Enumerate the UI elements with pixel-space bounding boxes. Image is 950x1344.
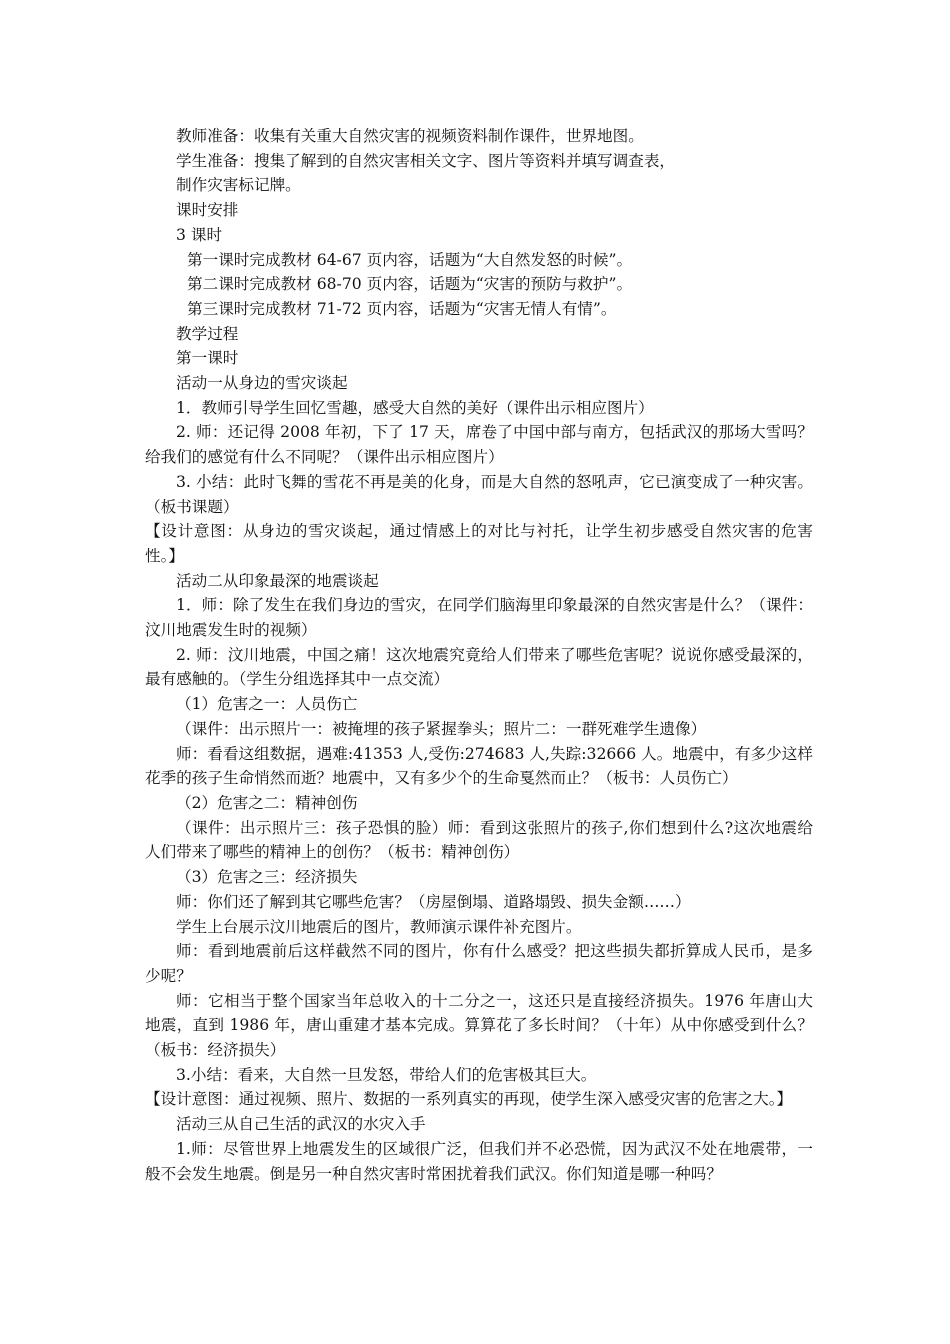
paragraph: 1．师：除了发生在我们身边的雪灾，在同学们脑海里印象最深的自然灾害是什么？（课件：汶川地震发生时的视频） [145, 596, 813, 640]
schedule-item-1: 第一课时完成教材 64-67 页内容，话题为“大自然发怒的时候”。 [187, 250, 633, 269]
schedule-item-2: 第二课时完成教材 68-70 页内容，话题为“灾害的预防与救护”。 [187, 275, 633, 294]
lesson-count: 3 课时 [176, 225, 223, 244]
paragraph: 师：你们还了解到其它哪些危害？（房屋倒塌、道路塌毁、损失金额……） [176, 892, 691, 911]
activity-heading-3: 活动三从自己生活的武汉的水灾入手 [176, 1115, 426, 1134]
activity-heading-2: 活动二从印象最深的地震谈起 [176, 571, 379, 590]
lesson-heading-1: 第一课时 [176, 349, 239, 368]
paragraph: 学生上台展示汶川地震后的图片，教师演示课件补充图片。 [176, 917, 582, 936]
activity-heading-1: 活动一从身边的雪灾谈起 [176, 374, 348, 393]
paragraph: 2. 师：汶川地震，中国之痛！这次地震究竟给人们带来了哪些危害呢？说说你感受最深的，最有感触的。（学生分组选择其中一点交流） [145, 645, 813, 689]
paragraph: （课件：出示照片三：孩子恐惧的脸）师：看到这张照片的孩子,你们想到什么?这次地震给人们带来了哪些的精神上的创伤？（板书：精神创伤） [145, 818, 813, 862]
sub-heading: （3）危害之三：经济损失 [176, 868, 358, 887]
schedule-item-3: 第三课时完成教材 71-72 页内容，话题为“灾害无情人有情”。 [187, 299, 617, 318]
student-prep: 学生准备：搜集了解到的自然灾害相关文字、图片等资料并填写调查表， [176, 151, 676, 170]
design-intent: 【设计意图：通过视频、照片、数据的一系列真实的再现，使学生深入感受灾害的危害之大。】 [145, 1090, 793, 1109]
paragraph: （课件：出示照片一：被掩埋的孩子紧握拳头；照片二：一群死难学生遗像） [176, 719, 707, 738]
section-heading-process: 教学过程 [176, 324, 239, 343]
paragraph: 2. 师：还记得 2008 年初，下了 17 天，席卷了中国中部与南方，包括武汉的那场大雪吗？给我们的感觉有什么不同呢？（课件出示相应图片） [145, 423, 813, 467]
paragraph: 1．教师引导学生回忆雪趣，感受大自然的美好（课件出示相应图片） [176, 398, 654, 417]
paragraph: 师：它相当于整个国家当年总收入的十二分之一，这还只是直接经济损失。1976 年唐山大地震，直到 1986 年，唐山重建才基本完成。算算花了多长时间？（十年）从中你感受到什么？（板书：经济损失） [145, 991, 813, 1060]
student-prep-cont: 制作灾害标记牌。 [176, 176, 301, 195]
paragraph: 师：看到地震前后这样截然不同的图片，你有什么感受？把这些损失都折算成人民币，是多少呢？ [145, 942, 813, 985]
paragraph: 3.小结：看来，大自然一旦发怒，带给人们的危害极其巨大。 [176, 1065, 597, 1084]
design-intent: 【设计意图：从身边的雪灾谈起，通过情感上的对比与衬托，让学生初步感受自然灾害的危害性。】 [145, 522, 813, 565]
section-heading-schedule: 课时安排 [176, 201, 239, 220]
paragraph: 3. 小结：此时飞舞的雪花不再是美的化身，而是大自然的怒吼声，它已演变成了一种灾害。（板书课题） [145, 472, 813, 516]
sub-heading: （2）危害之二：精神创伤 [176, 793, 358, 812]
document-body [145, 124, 813, 1186]
paragraph: 师：看看这组数据，遇难:41353 人,受伤:274683 人,失踪:32666 人。地震中，有多少这样花季的孩子生命悄然而逝？地震中，又有多少个的生命戛然而止？（板书：人员伤亡） [145, 744, 813, 788]
paragraph: 1.师：尽管世界上地震发生的区域很广泛，但我们并不必恐慌，因为武汉不处在地震带，一般不会发生地震。倒是另一种自然灾害时常困扰着我们武汉。你们知道是哪一种吗？ [145, 1139, 813, 1183]
sub-heading: （1）危害之一：人员伤亡 [176, 695, 358, 714]
teacher-prep: 教师准备：收集有关重大自然灾害的视频资料制作课件，世界地图。 [176, 127, 644, 145]
